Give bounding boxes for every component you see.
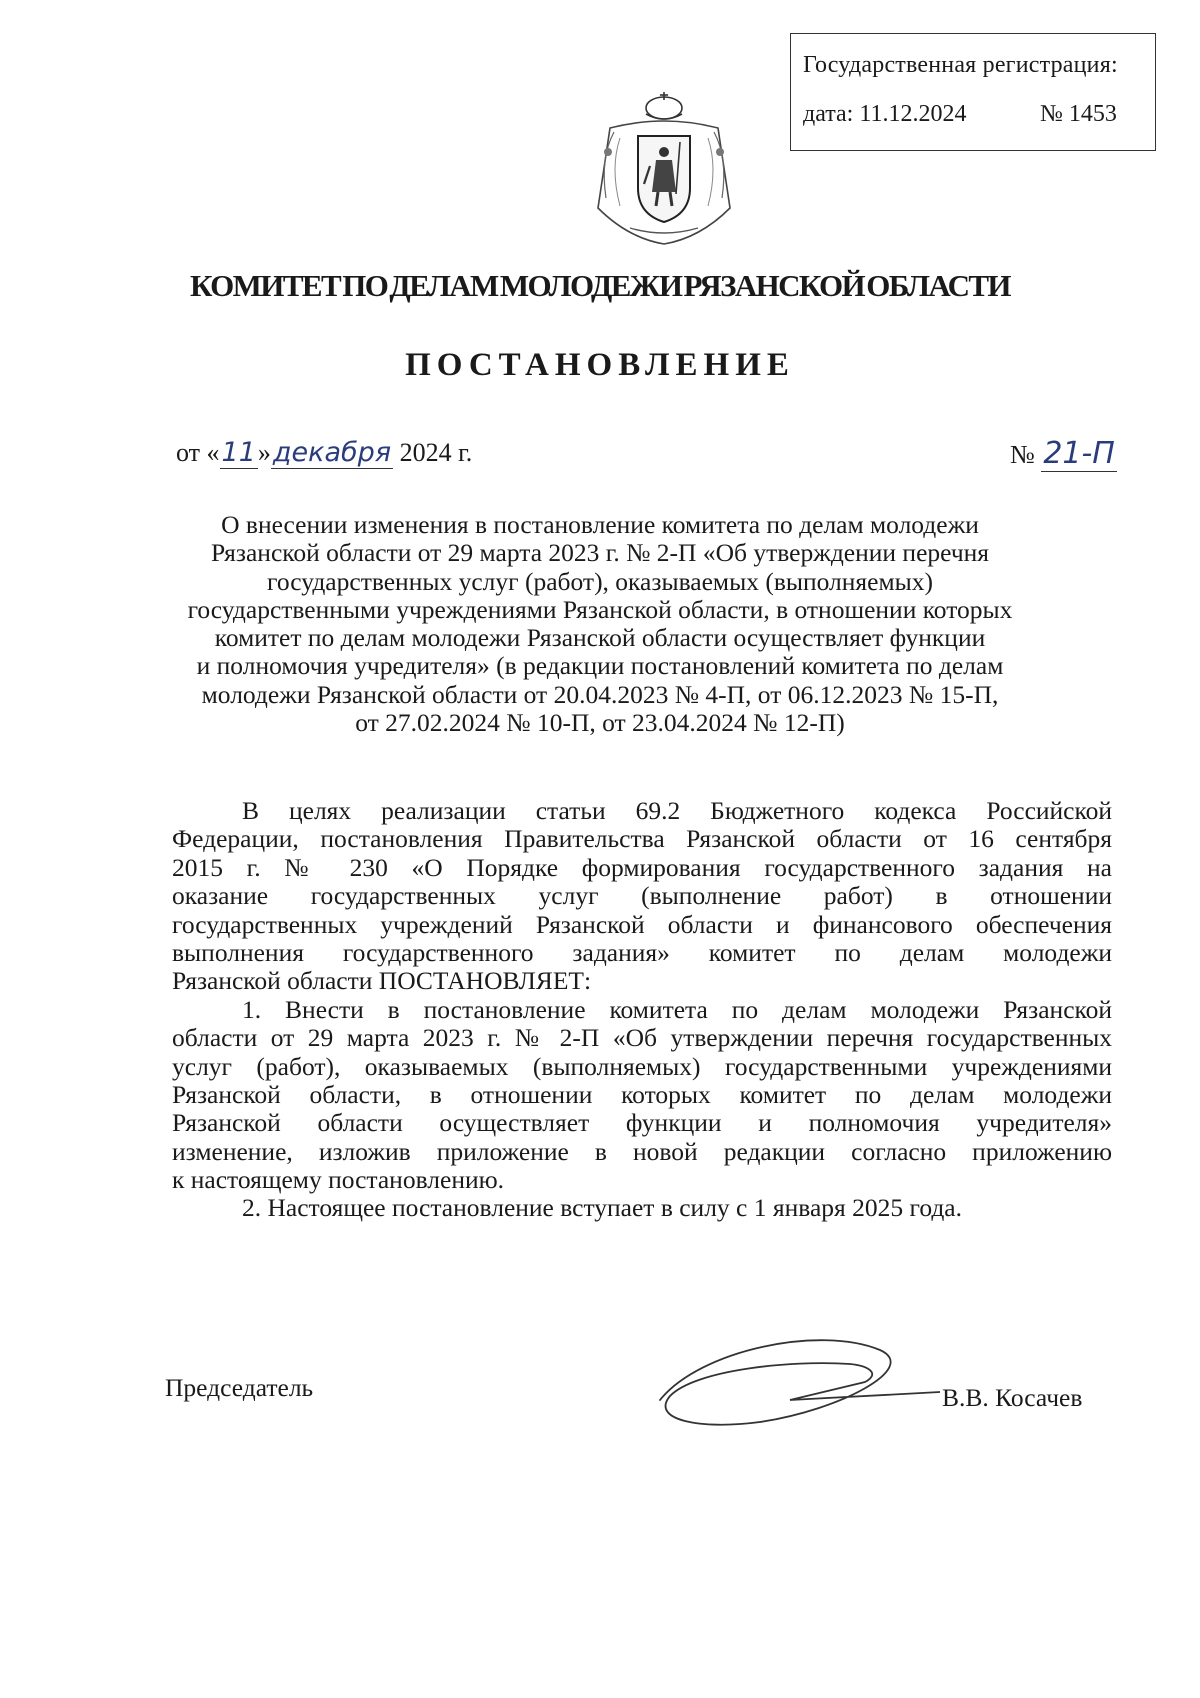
body-line: Рязанской области осуществляет функции и полномочия учредителя» xyxy=(172,1109,1112,1138)
body-line: 1. Внести в постановление комитета по делам молодежи Рязанской xyxy=(242,995,1112,1024)
number-value: 21-П xyxy=(1043,436,1115,471)
body-line: государственных учреждений Рязанской области и финансового обеспечения xyxy=(172,910,1112,939)
registration-label: Государственная регистрация: xyxy=(803,52,1118,78)
document-body xyxy=(172,797,1112,1223)
date-month: декабря xyxy=(272,437,392,468)
title-line: О внесении изменения в постановление комитета по делам молодежи xyxy=(221,510,979,539)
body-line: к настоящему постановлению. xyxy=(172,1166,505,1195)
body-line: Рязанской области, в отношении которых комитет по делам молодежи xyxy=(172,1080,1112,1109)
registration-number: № 1453 xyxy=(1040,101,1117,127)
signature-icon xyxy=(640,1330,940,1440)
body-line: 2. Настоящее постановление вступает в силу с 1 января 2025 года. xyxy=(242,1194,963,1223)
body-line: В целях реализации статьи 69.2 Бюджетного кодекса Российской xyxy=(242,797,1112,825)
ryazan-coat-of-arms-icon xyxy=(580,88,748,250)
body-line: области от 29 марта 2023 г. № 2-П «Об утверждении перечня государственных xyxy=(172,1024,1112,1053)
registration-stamp xyxy=(790,33,1156,151)
committee-name: КОМИТЕТ ПО ДЕЛАМ МОЛОДЕЖИ РЯЗАНСКОЙ ОБЛАСТИ xyxy=(190,268,1010,303)
document-date xyxy=(176,437,472,468)
body-line: 2015 г. № 230 «О Порядке формирования государственного задания на xyxy=(172,853,1112,882)
signer-position: Председатель xyxy=(165,1373,314,1402)
title-line: Рязанской области от 29 марта 2023 г. № 2-П «Об утверждении перечня xyxy=(210,538,990,568)
body-line: выполнения государственного задания» комитет по делам молодежи xyxy=(172,938,1112,967)
title-line: государственными учреждениями Рязанской области, в отношении которых xyxy=(187,594,1013,624)
number-prefix: № xyxy=(1010,440,1035,469)
title-line: от 27.02.2024 № 10-П, от 23.04.2024 № 12-П) xyxy=(355,708,845,738)
date-day: 11 xyxy=(221,437,256,468)
body-line: услуг (работ), оказываемых (выполняемых) государственными учреждениями xyxy=(172,1052,1112,1081)
date-middle: » xyxy=(257,438,271,467)
body-line: оказание государственных услуг (выполнение работ) в отношении xyxy=(172,882,1112,911)
title-line: государственных услуг (работ), оказываемых (выполняемых) xyxy=(267,566,933,596)
body-line: Федерации, постановления Правительства Рязанской области от 16 сентября xyxy=(172,825,1112,854)
title-line: комитет по делам молодежи Рязанской области осуществляет функции xyxy=(214,623,986,653)
document-type: ПОСТАНОВЛЕНИЕ xyxy=(405,347,795,383)
body-line: Рязанской области ПОСТАНОВЛЯЕТ: xyxy=(172,967,592,996)
signer-name: В.В. Косачев xyxy=(942,1383,1083,1412)
document-number xyxy=(1010,436,1117,471)
document-title xyxy=(150,511,1050,737)
title-line: и полномочия учредителя» (в редакции постановлений комитета по делам xyxy=(196,651,1004,681)
date-prefix: от « xyxy=(176,438,220,467)
date-suffix: 2024 г. xyxy=(393,438,473,467)
body-line: изменение, изложив приложение в новой редакции согласно приложению xyxy=(172,1137,1112,1166)
registration-date: дата: 11.12.2024 xyxy=(803,101,967,127)
title-line: молодежи Рязанской области от 20.04.2023 № 4-П, от 06.12.2023 № 15-П, xyxy=(201,679,999,709)
